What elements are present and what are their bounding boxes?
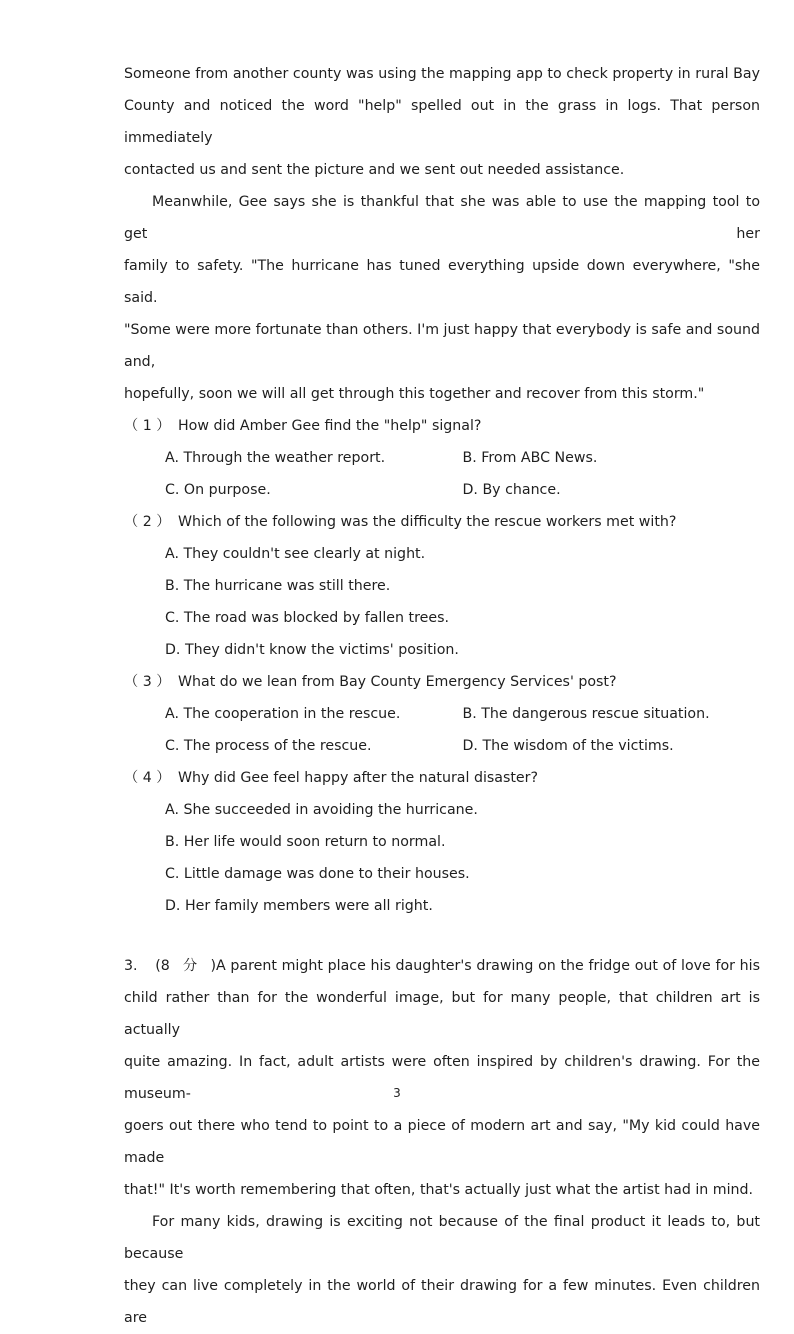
option-d: D. They didn't know the victims' position. — [165, 642, 459, 658]
option-c: C. The road was blocked by fallen trees. — [165, 610, 449, 626]
question-number: （ 1 ） — [124, 418, 171, 434]
question-number: （ 2 ） — [124, 514, 171, 530]
options — [165, 442, 760, 506]
option-c: C. Little damage was done to their houses. — [165, 866, 470, 882]
spacer — [124, 922, 760, 950]
option-a: A. Through the weather report. — [165, 450, 386, 466]
passage-paragraph — [124, 186, 760, 410]
text-line: hopefully, soon we will all get through this together and recover from this storm." — [124, 386, 705, 402]
text-line: they can live completely in the world of their drawing for a few minutes. Even children are — [124, 1278, 760, 1326]
question-text: How did Amber Gee find the "help" signal? — [178, 418, 482, 434]
text-line: "Some were more fortunate than others. I'm just happy that everybody is safe and sound and, — [124, 322, 760, 370]
text-line: that!" It's worth remembering that often, that's actually just what the artist had in mind. — [124, 1182, 754, 1198]
text-line: quite amazing. In fact, adult artists were often inspired by children's drawing. For the museum- — [124, 1054, 760, 1102]
question-text: Which of the following was the difficulty the rescue workers met with? — [178, 514, 677, 530]
first-line-text: A parent might place his daughter's drawing on the fridge out of love for his — [216, 958, 760, 974]
question-number: （ 3 ） — [124, 674, 171, 690]
options — [165, 698, 760, 762]
option-c: C. On purpose. — [165, 482, 271, 498]
text-line: goers out there who tend to point to a piece of modern art and say, "My kid could have made — [124, 1118, 760, 1166]
text-line: Someone from another county was using the mapping app to check property in rural Bay — [124, 66, 760, 82]
text-line: County and noticed the word "help" spelled out in the grass in logs. That person immediately — [124, 98, 760, 146]
page-content — [124, 58, 760, 1334]
page-number: 3 — [393, 1086, 401, 1100]
option-a: A. The cooperation in the rescue. — [165, 706, 401, 722]
section-header: 3. (8分) — [124, 958, 216, 974]
option-b: B. The hurricane was still there. — [165, 578, 391, 594]
option-a: A. They couldn't see clearly at night. — [165, 546, 426, 562]
option-d: D. By chance. — [462, 482, 561, 498]
option-c: C. The process of the rescue. — [165, 738, 372, 754]
question-number: （ 4 ） — [124, 770, 171, 786]
option-d: D. The wisdom of the victims. — [462, 738, 674, 754]
option-b: B. The dangerous rescue situation. — [462, 706, 710, 722]
question-1 — [124, 410, 760, 506]
options — [165, 538, 760, 666]
passage-paragraph — [124, 58, 760, 186]
text-line: contacted us and sent the picture and we sent out needed assistance. — [124, 162, 625, 178]
text-line: family to safety. "The hurricane has tuned everything upside down everywhere, "she said. — [124, 258, 760, 306]
option-b: B. From ABC News. — [462, 450, 598, 466]
question-text: Why did Gee feel happy after the natural disaster? — [178, 770, 539, 786]
option-a: A. She succeeded in avoiding the hurricane. — [165, 802, 478, 818]
text-line: For many kids, drawing is exciting not because of the final product it leads to, but because — [124, 1214, 760, 1262]
question-2 — [124, 506, 760, 666]
option-d: D. Her family members were all right. — [165, 898, 433, 914]
text-line: Meanwhile, Gee says she is thankful that she was able to use the mapping tool to get her — [124, 194, 760, 242]
section-3-passage — [124, 950, 760, 1334]
question-4 — [124, 762, 760, 922]
option-b: B. Her life would soon return to normal. — [165, 834, 446, 850]
question-text: What do we lean from Bay County Emergency Services' post? — [178, 674, 617, 690]
options — [165, 794, 760, 922]
text-line: child rather than for the wonderful image, but for many people, that children art is actually — [124, 990, 760, 1038]
text-line — [124, 950, 760, 982]
question-3 — [124, 666, 760, 762]
